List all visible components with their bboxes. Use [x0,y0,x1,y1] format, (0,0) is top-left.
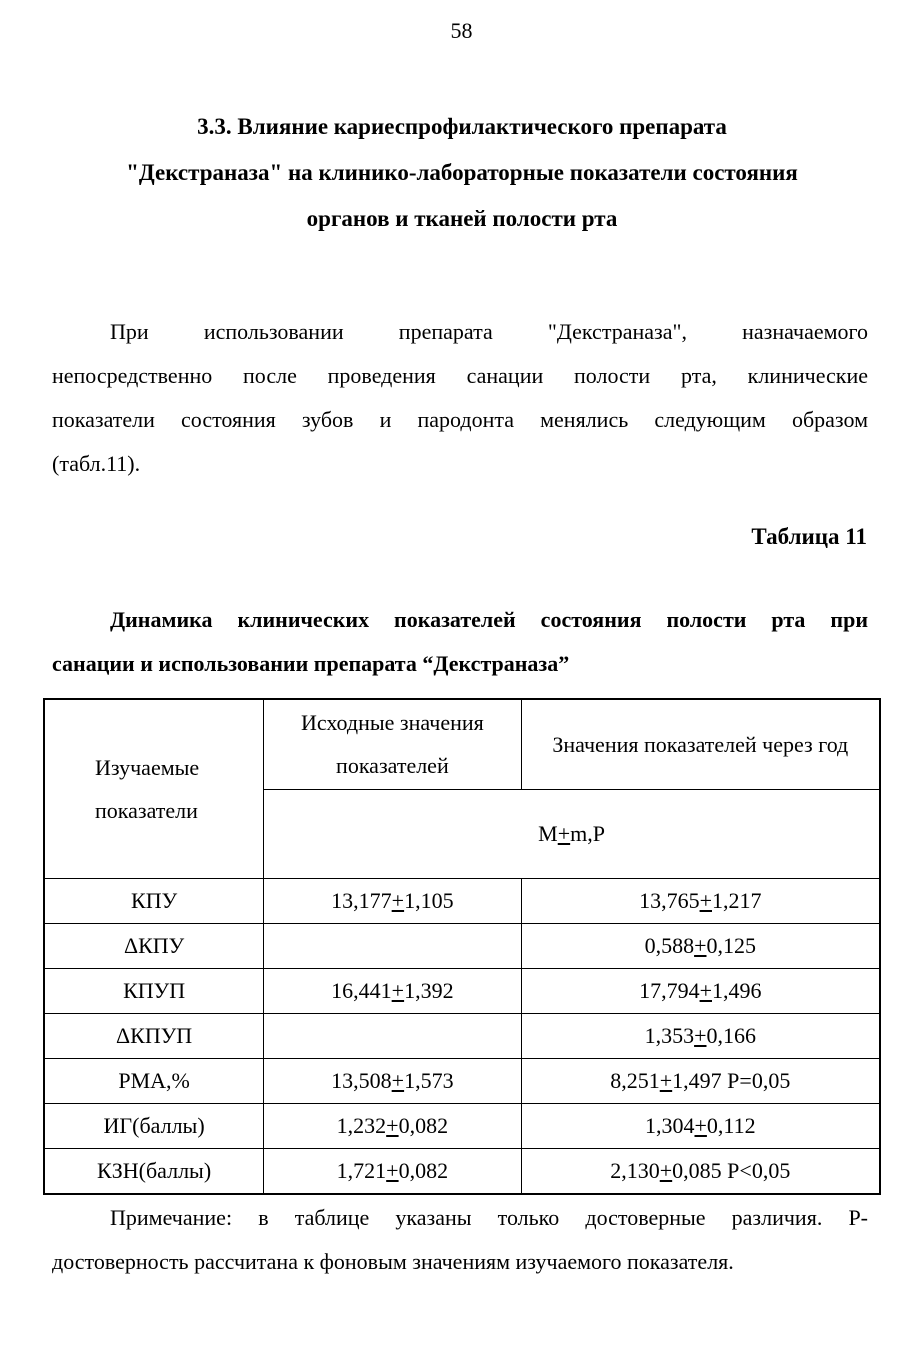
page-number: 58 [450,18,473,43]
note-line: достоверность рассчитана к фоновым значениям изучаемого показателя. [52,1249,734,1274]
indicator-name: РМА,% [118,1068,190,1093]
baseline-error: 1,573 [404,1068,454,1093]
intro-paragraph [52,310,868,486]
plus-minus-sign: + [699,978,712,1003]
cell-indicator [44,1104,264,1149]
table-row [44,969,880,1014]
paragraph-line: (табл.11). [52,451,141,476]
cell-indicator [44,924,264,969]
section-heading-line: 3.3. Влияние кариеспрофилактического препарата [197,114,727,139]
after-error: 1,217 [712,888,762,913]
after-mean: 0,588 [644,933,695,958]
paragraph-line: показатели состояния зубов и пародонта менялись следующим образом [52,407,868,432]
section-heading-line: "Декстраназа" на клинико-лабораторные показатели состояния [126,160,798,185]
header-baseline [264,699,521,789]
header-line: Изучаемые [95,755,200,780]
table-row [44,1059,880,1104]
plus-minus-sign: + [659,1068,673,1093]
table-label: Таблица 11 [751,524,867,549]
indicator-name: КПУ [131,888,178,913]
indicator-name: ΔКПУП [116,1023,193,1048]
cell-baseline [264,1059,521,1104]
table-row [44,1014,880,1059]
plus-minus-sign: + [557,820,571,846]
baseline-mean: 13,508 [331,1068,392,1093]
after-mean: 2,130 [610,1158,660,1183]
header-line: показателей [336,753,449,779]
cell-after-year [521,1014,880,1059]
note-label: Примечание: [110,1205,233,1230]
plus-minus-sign: + [659,1158,673,1183]
table-header-row [44,699,880,789]
plus-minus-sign: + [391,1068,405,1093]
cell-after-year [521,1149,880,1195]
cell-after-year [521,879,880,924]
cell-baseline [264,924,521,969]
indicator-name: ИГ(баллы) [103,1113,205,1138]
baseline-mean: 1,232 [336,1113,387,1138]
p-value: P=0,05 [727,1068,791,1093]
cell-indicator [44,969,264,1014]
cell-indicator [44,1014,264,1059]
plus-minus-sign: + [391,888,405,913]
baseline-error: 0,082 [398,1158,449,1183]
after-error: 0,085 [672,1158,722,1183]
cell-after-year [521,924,880,969]
after-error: 1,496 [712,978,762,1003]
plus-minus-sign: + [386,1113,399,1138]
header-mean-error [264,789,880,879]
cell-baseline [264,969,521,1014]
cell-baseline [264,1149,521,1195]
baseline-mean: 1,721 [336,1158,387,1183]
header-line: Исходные значения [301,710,484,736]
cell-baseline [264,879,521,924]
after-error: 0,112 [706,1113,756,1138]
paragraph-line: непосредственно после проведения санации полости рта, клинические [52,363,868,388]
cell-after-year [521,1104,880,1149]
table-row [44,924,880,969]
indicator-name: КПУП [123,978,186,1003]
plus-minus-sign: + [391,978,405,1003]
after-mean: 13,765 [639,888,700,913]
cell-baseline [264,1104,521,1149]
plus-minus-sign: + [699,888,712,913]
after-mean: 1,304 [644,1113,695,1138]
header-indicator [44,699,264,879]
stat-prefix: M [538,820,558,846]
note-line [52,1196,868,1240]
p-value: P<0,05 [727,1158,791,1183]
table-row [44,1104,880,1149]
caption-line: Динамика клинических показателей состояния полости рта при [110,607,868,632]
after-error: 0,125 [706,933,756,958]
baseline-error: 1,105 [404,888,454,913]
clinical-indicators-table [43,698,881,1195]
table-caption [52,598,868,686]
after-mean: 1,353 [644,1023,695,1048]
header-after-year [521,699,880,789]
cell-after-year [521,1059,880,1104]
header-line: Значения показателей через год [552,731,849,757]
baseline-mean: 16,441 [331,978,392,1003]
indicator-name: КЗН(баллы) [97,1158,212,1183]
cell-baseline [264,1014,521,1059]
after-error: 0,166 [706,1023,756,1048]
table-row [44,1149,880,1195]
after-mean: 17,794 [639,978,700,1003]
baseline-mean: 13,177 [331,888,392,913]
stat-suffix: m,P [570,820,606,846]
section-heading [52,104,872,242]
plus-minus-sign: + [694,933,707,958]
table-note [52,1196,868,1284]
table-body [44,879,880,1195]
baseline-error: 1,392 [404,978,454,1003]
section-heading-line: органов и тканей полости рта [306,206,618,231]
cell-indicator [44,879,264,924]
paragraph-line: При использовании препарата "Декстраназа", назначаемого [110,319,868,344]
baseline-error: 0,082 [398,1113,449,1138]
table-row [44,879,880,924]
cell-indicator [44,1059,264,1104]
plus-minus-sign: + [694,1113,707,1138]
after-error: 1,497 [672,1068,722,1093]
note-text: в таблице указаны только достоверные различия. Р- [258,1205,869,1230]
cell-after-year [521,969,880,1014]
after-mean: 8,251 [610,1068,660,1093]
plus-minus-sign: + [386,1158,399,1183]
caption-line: санации и использовании препарата “Декстраназа” [52,651,570,676]
indicator-name: ΔКПУ [123,933,185,958]
header-line: показатели [95,798,198,823]
plus-minus-sign: + [694,1023,707,1048]
cell-indicator [44,1149,264,1195]
